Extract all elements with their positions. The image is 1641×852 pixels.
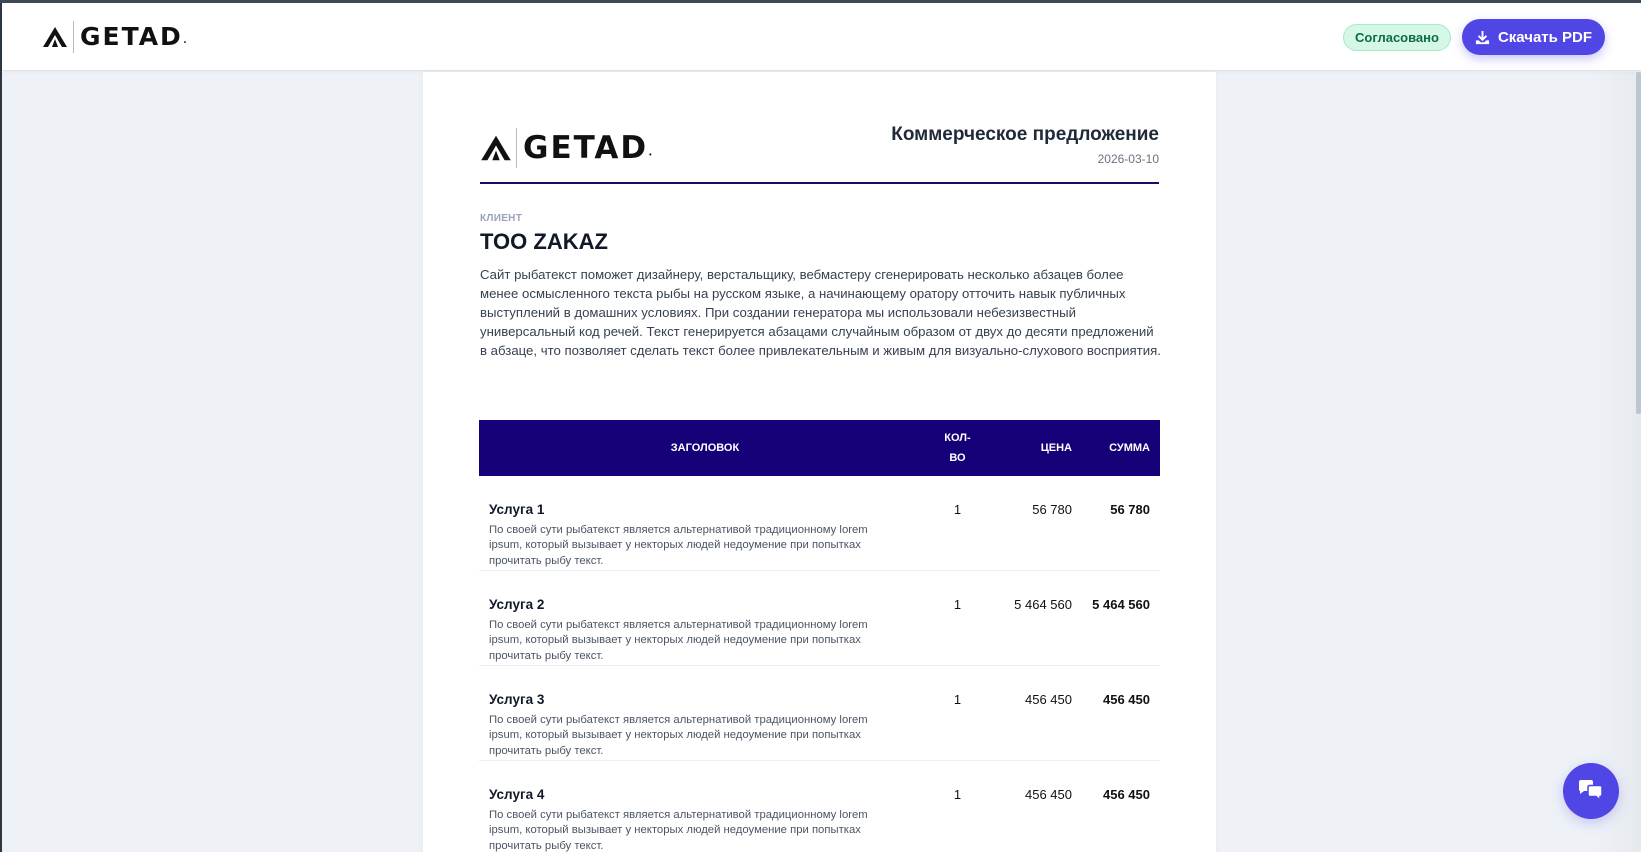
row-title-cell xyxy=(479,787,931,852)
service-price: 456 450 xyxy=(1025,787,1072,802)
document-date: 2026-03-10 xyxy=(1097,152,1159,166)
table-header xyxy=(479,420,1160,476)
download-pdf-button[interactable] xyxy=(1462,19,1605,55)
table-row xyxy=(479,476,1160,571)
client-label: КЛИЕНТ xyxy=(480,213,523,224)
row-title-cell xyxy=(479,502,931,570)
logo-mark-icon xyxy=(42,26,68,48)
service-sum: 5 464 560 xyxy=(1092,597,1150,612)
document-logo xyxy=(480,128,652,168)
page-scrollbar[interactable] xyxy=(1636,72,1641,852)
service-price: 56 780 xyxy=(1032,502,1072,517)
service-qty: 1 xyxy=(953,787,962,802)
service-sum: 456 450 xyxy=(1103,692,1150,707)
services-table xyxy=(479,420,1160,852)
service-name: Услуга 4 xyxy=(489,787,545,802)
table-row xyxy=(479,761,1160,852)
service-qty: 1 xyxy=(953,502,962,517)
column-header-sum: СУММА xyxy=(1109,442,1150,454)
document-title: Коммерческое предложение xyxy=(891,124,1159,145)
logo-separator xyxy=(73,21,74,53)
top-header xyxy=(2,3,1641,71)
service-qty: 1 xyxy=(953,597,962,612)
logo-mark-icon xyxy=(480,134,512,162)
logo-dot: • xyxy=(649,152,652,159)
header-logo[interactable] xyxy=(42,20,186,54)
service-sum: 456 450 xyxy=(1103,787,1150,802)
column-header-qty-line1: КОЛ- xyxy=(944,432,971,444)
header-divider xyxy=(480,182,1159,184)
client-name: TOO ZAKAZ xyxy=(480,229,608,254)
status-badge: Согласовано xyxy=(1343,24,1451,51)
row-title-cell xyxy=(479,597,931,665)
service-description: По своей сути рыбатекст является альтернативой традиционному lorem ipsum, который вызывает у некторых людей недоумение при попытках прочитать рыбу текст. xyxy=(489,619,868,662)
table-row xyxy=(479,666,1160,761)
service-sum: 56 780 xyxy=(1110,502,1150,517)
chat-button[interactable] xyxy=(1563,763,1619,819)
service-price: 5 464 560 xyxy=(1014,597,1072,612)
service-description: По своей сути рыбатекст является альтернативой традиционному lorem ipsum, который вызывает у некторых людей недоумение при попытках прочитать рыбу текст. xyxy=(489,809,868,852)
service-description: По своей сути рыбатекст является альтернативой традиционному lorem ipsum, который вызывает у некторых людей недоумение при попытках прочитать рыбу текст. xyxy=(489,714,868,757)
column-header-title: ЗАГОЛОВОК xyxy=(670,442,740,454)
table-row xyxy=(479,571,1160,666)
column-header-price: ЦЕНА xyxy=(1040,442,1072,454)
column-header-qty-line2: ВО xyxy=(949,452,966,464)
logo-dot: • xyxy=(183,40,186,46)
logo-wordmark: GETAD xyxy=(80,22,183,51)
logo-separator xyxy=(516,128,517,168)
scrollbar-thumb[interactable] xyxy=(1636,72,1641,414)
service-price: 456 450 xyxy=(1025,692,1072,707)
window-left-border xyxy=(0,3,2,852)
row-title-cell xyxy=(479,692,931,760)
proposal-document xyxy=(423,72,1216,852)
column-header-qty xyxy=(931,428,984,468)
service-qty: 1 xyxy=(953,692,962,707)
logo-wordmark: GETAD xyxy=(523,130,649,166)
intro-paragraph: Сайт рыбатекст поможет дизайнеру, верстальщику, вебмастеру сгенерировать несколько абзацев более менее осмысленного текста рыбы на русском языке, а начинающему оратору отточить навык публичных выступлений в домашних условиях. При создании генератора мы использовали небезизвестный универсальный код речей. Текст генерируется абзацами случайным образом от двух до десяти предложений в абзаце, что позволяет сделать текст более привлекательным и живым для визуально-слухового восприятия. xyxy=(480,267,1161,358)
download-pdf-label: Скачать PDF xyxy=(1497,28,1593,46)
service-name: Услуга 3 xyxy=(489,692,545,707)
background-shade xyxy=(1590,72,1637,852)
service-name: Услуга 2 xyxy=(489,597,545,612)
download-icon xyxy=(1475,30,1490,45)
service-name: Услуга 1 xyxy=(489,502,545,517)
service-description: По своей сути рыбатекст является альтернативой традиционному lorem ipsum, который вызывает у некторых людей недоумение при попытках прочитать рыбу текст. xyxy=(489,524,868,567)
chat-bubbles-icon xyxy=(1577,779,1605,803)
